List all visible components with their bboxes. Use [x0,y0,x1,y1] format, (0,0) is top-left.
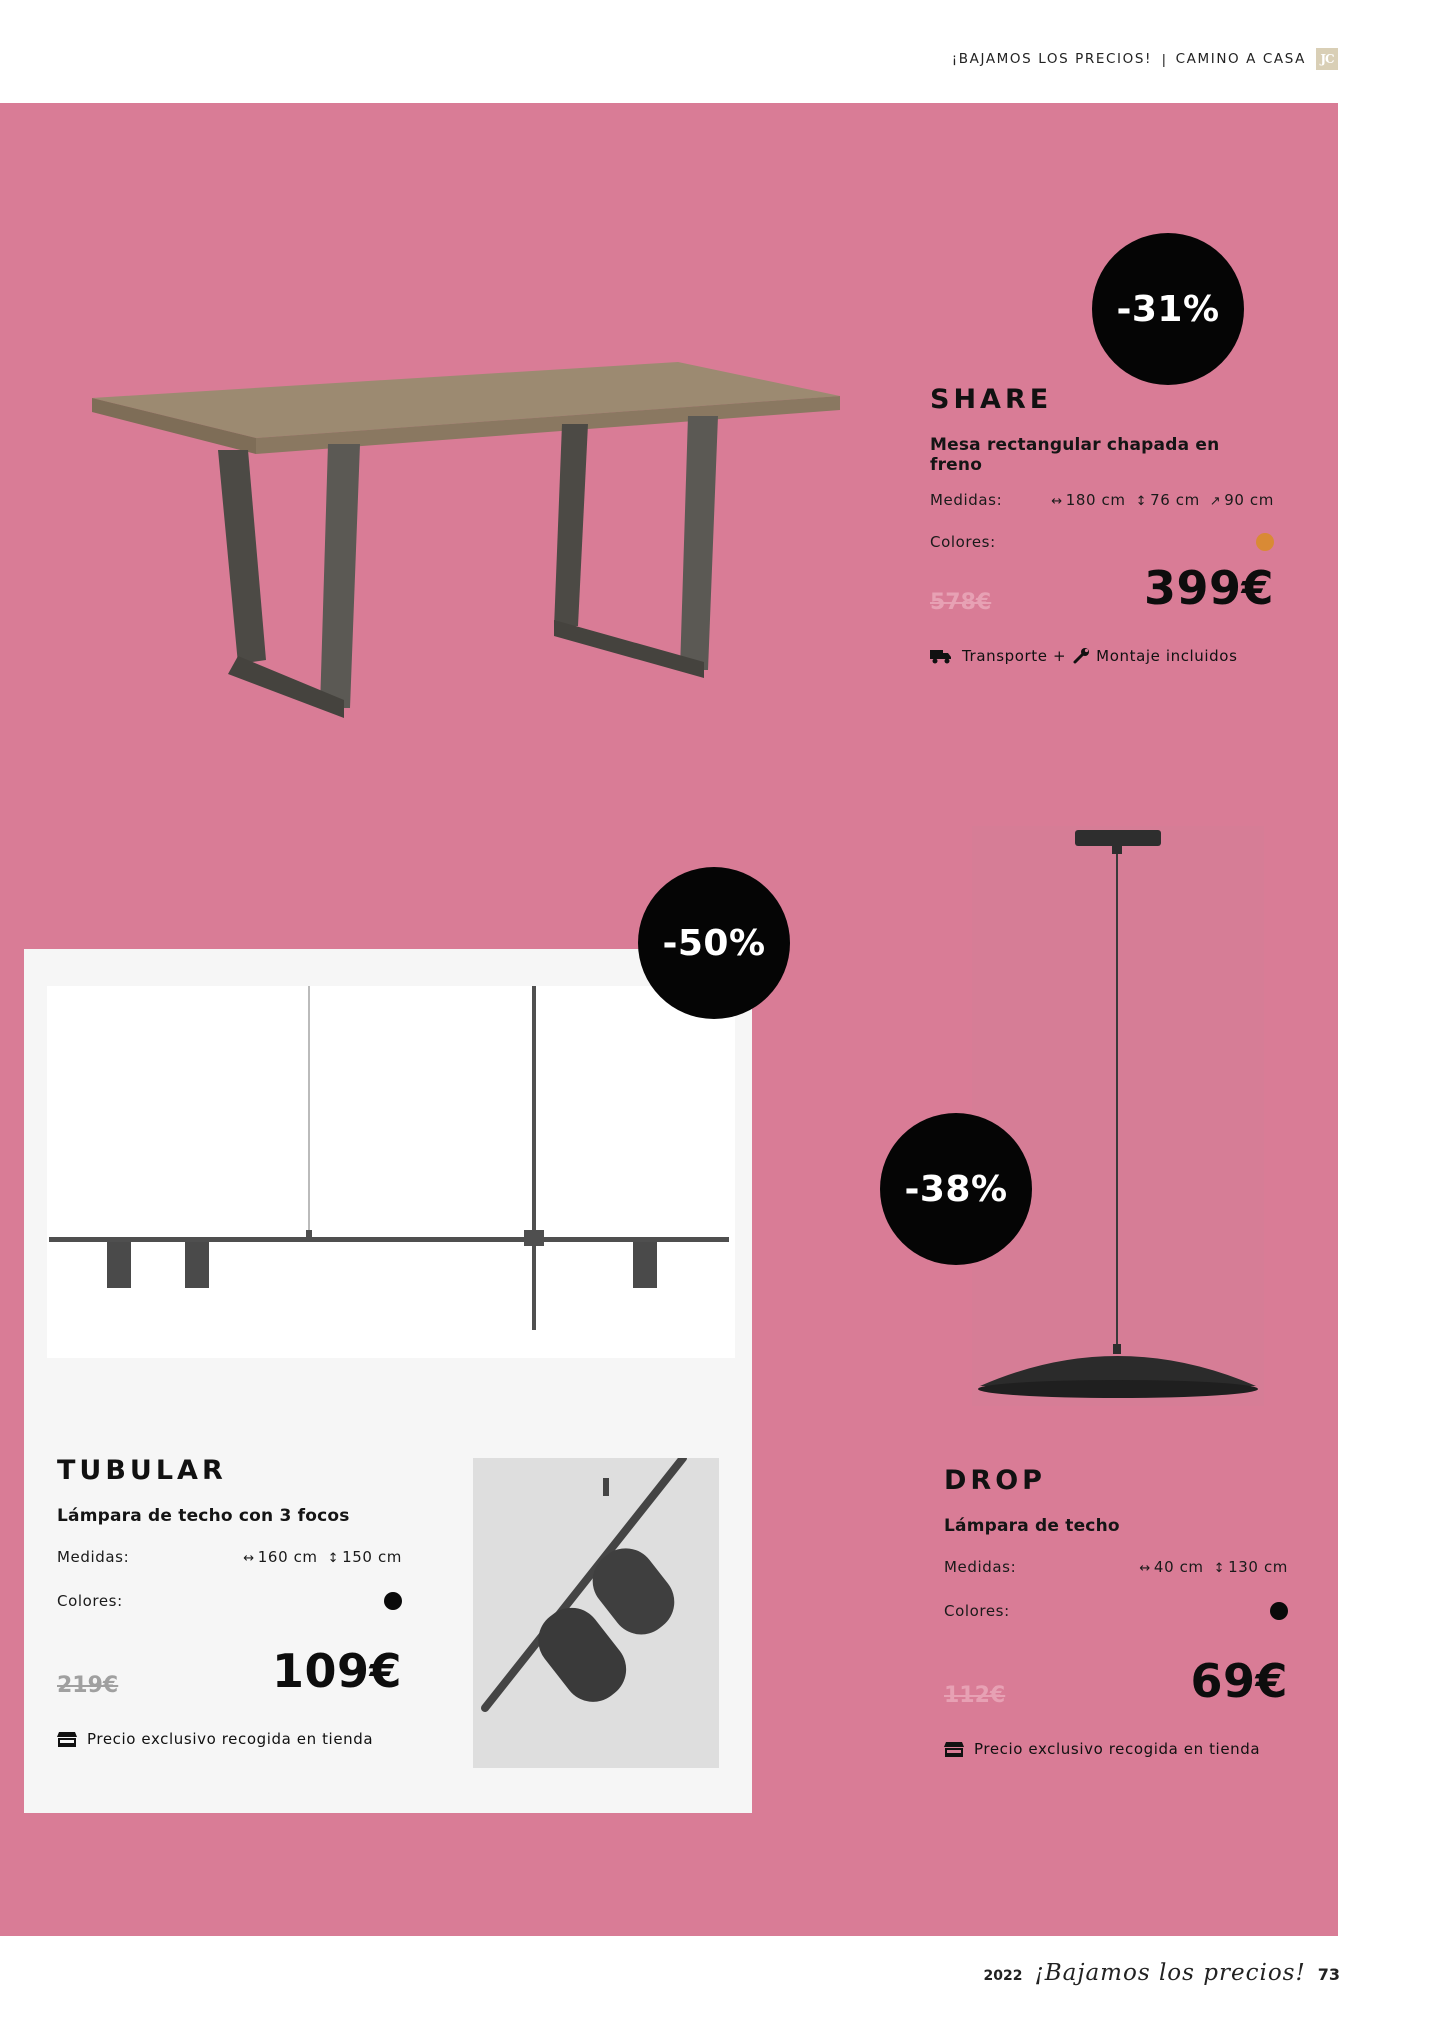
product-share [930,384,1274,665]
old-price: 219€ [57,1673,119,1698]
tubular-detail-image [473,1458,719,1768]
product-description: Lámpara de techo [944,1516,1120,1536]
measures-label: Medidas: [944,1558,1017,1576]
header-category: CAMINO A CASA [1175,51,1306,67]
old-price: 578€ [930,590,992,615]
colors-label: Colores: [930,533,996,551]
delivery-note-part1: Transporte + [962,647,1067,665]
colors-row [944,1602,1288,1620]
color-swatch-black [384,1592,402,1610]
colors-label: Colores: [57,1592,123,1610]
width-value: 160 cm [257,1548,318,1566]
width-arrow-icon: ↔ [1051,494,1063,509]
depth-value: 90 cm [1224,491,1274,509]
product-description: Mesa rectangular chapada en freno [930,435,1220,475]
store-icon [944,1740,964,1758]
new-price: 69€ [1190,1654,1288,1708]
wrench-icon [1072,647,1090,665]
price-row [57,1644,402,1698]
height-arrow-icon: ↕ [1213,1561,1226,1576]
measures-row [944,1558,1288,1576]
product-name: TUBULAR [57,1455,227,1486]
footer-slogan: ¡Bajamos los precios! [1034,1960,1306,1986]
page-header [952,48,1338,70]
colors-row [930,533,1274,551]
new-price: 399€ [1143,561,1274,615]
old-price: 112€ [944,1683,1006,1708]
pickup-note [944,1740,1288,1758]
height-value: 150 cm [342,1548,402,1566]
measures-row [57,1548,402,1566]
footer-year: 2022 [983,1968,1023,1984]
colors-label: Colores: [944,1602,1010,1620]
price-row [944,1654,1288,1708]
color-swatch-black [1270,1602,1288,1620]
dimensions [1051,491,1274,509]
drop-lamp-image [972,826,1264,1406]
delivery-note [930,647,1274,665]
product-description: Lámpara de techo con 3 focos [57,1506,350,1526]
pickup-note-text: Precio exclusivo recogida en tienda [87,1730,374,1748]
tubular-lamp-image [47,986,735,1358]
measures-label: Medidas: [930,491,1003,509]
new-price: 109€ [271,1644,402,1698]
height-arrow-icon: ↕ [327,1551,340,1566]
color-swatch-orange [1256,533,1274,551]
depth-arrow-icon: ↗ [1209,494,1222,509]
brand-logo: JC [1316,48,1338,70]
discount-badge-drop: -38% [880,1113,1032,1265]
product-drop [944,1465,1288,1758]
width-arrow-icon: ↔ [1139,1561,1151,1576]
width-value: 40 cm [1153,1558,1204,1576]
product-name: DROP [944,1465,1046,1496]
width-arrow-icon: ↔ [243,1551,255,1566]
header-separator: | [1162,51,1166,67]
discount-badge-share: -31% [1092,233,1244,385]
discount-badge-tubular: -50% [638,867,790,1019]
price-row [930,561,1274,615]
product-name: SHARE [930,384,1053,415]
pickup-note [57,1730,402,1748]
delivery-note-part2: Montaje incluidos [1096,647,1238,665]
truck-icon [930,648,952,664]
store-icon [57,1730,77,1748]
measures-row [930,491,1274,509]
dimensions [1139,1558,1288,1576]
measures-label: Medidas: [57,1548,130,1566]
width-value: 180 cm [1065,491,1126,509]
page-footer [984,1960,1340,1986]
page-number: 73 [1317,1965,1340,1984]
height-arrow-icon: ↕ [1135,494,1148,509]
header-section: ¡BAJAMOS LOS PRECIOS! [951,51,1152,67]
pickup-note-text: Precio exclusivo recogida en tienda [974,1740,1261,1758]
share-table-image [88,358,848,718]
dimensions [243,1548,402,1566]
height-value: 130 cm [1228,1558,1288,1576]
colors-row [57,1592,402,1610]
height-value: 76 cm [1150,491,1200,509]
product-tubular [57,1455,402,1748]
